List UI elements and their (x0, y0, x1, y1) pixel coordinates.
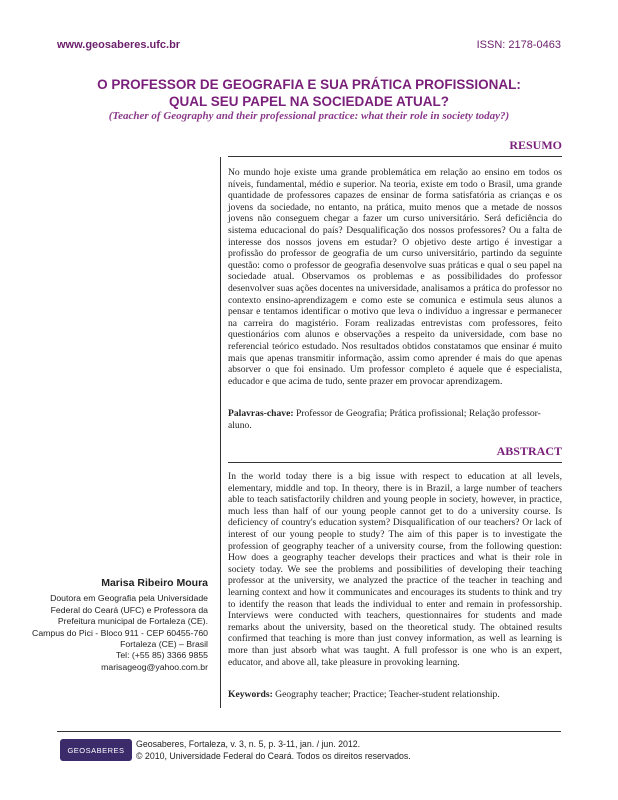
author-line: Federal do Ceará (UFC) e Professora da (50, 604, 208, 615)
english-title: (Teacher of Geography and their professional practice: what their role in society today?) (108, 110, 510, 122)
footer-divider (57, 731, 561, 732)
author-line: Fortaleza (CE) – Brasil (120, 639, 208, 650)
issn-label: ISSN: 2178-0463 (476, 39, 561, 51)
author-email[interactable]: marisageog@yahoo.com.br (101, 661, 208, 672)
keywords-label-pt: Palavras-chave: (228, 408, 294, 419)
journal-website[interactable]: www.geosaberes.ufc.br (57, 39, 181, 51)
footer-citation-block (136, 738, 411, 762)
author-name: Marisa Ribeiro Moura (101, 577, 208, 589)
logo-text: GEOSABERES (67, 745, 125, 755)
abstract-keywords (228, 689, 562, 701)
title-line-1: O PROFESSOR DE GEOGRAFIA E SUA PRÁTICA PROFISSIONAL: (97, 77, 521, 92)
keywords-pt: Professor de Geografia; Prática profissional; Relação professor-aluno. (228, 408, 541, 431)
author-line: Doutora em Geografia pela Universidade (50, 593, 208, 604)
author-line: Prefeitura municipal de Fortaleza (CE). (57, 616, 208, 627)
title-line-2: QUAL SEU PAPEL NA SOCIEDADE ATUAL? (168, 94, 450, 109)
paper-title (40, 76, 578, 110)
resumo-heading: RESUMO (228, 138, 562, 157)
abstract-text: In the world today there is a big issue with respect to education at all levels, elementary, middle and top. In theory, there is in Brazil, a large number of teachers able to teach satisfactorily children and young people in society, however, in practice, much less than half of our young people cannot get to do a university course. Is deficiency of country's education system? Disqualification of our teachers? Or lack of interest of our young people to study? The aim of this paper is to investigate the profession of geography teacher of a university course, from the following question: How does a geography teacher develops their practices and what is their role in society today. We see the problems and possibilities of developing their teaching professor at the university, we analyzed the practice of the teacher in teaching and learning context and how it communicates and encourages its students to think and try to identify the reason that leads the individual to enter and remain in professorship. Interviews were conducted with teachers, questionnaires for students and made remarks about the university, based on the theoretical study. The obtained results confirmed that teaching is more than just convey information, as well as learning is more than just absorb what was taught. A full professor is one who is an expert, educator, and above all, take pleasure in provoking learning. (228, 471, 562, 668)
keywords-label-en: Keywords: (228, 689, 273, 700)
keywords-en: Geography teacher; Practice; Teacher-student relationship. (275, 689, 500, 700)
footer-copyright: © 2010, Universidade Federal do Ceará. Todos os direitos reservados. (136, 751, 411, 761)
column-divider (220, 157, 221, 708)
author-line: Tel: (+55 85) 3366 9855 (115, 650, 208, 661)
author-line: Campus do Pici - Bloco 911 - CEP 60455-760 (32, 627, 208, 638)
resumo-text: No mundo hoje existe uma grande problemática em relação ao ensino em todos os níveis, fundamental, médio e superior. Na teoria, existe em todo o Brasil, uma grande quantidade de professores capazes de ensinar de forma satisfatória as crianças e os jovens da sociedade, no entanto, na prática, muito menos que a metade de nossos jovens não conseguem chegar a fazer um curso universitário. Será deficiência do sistema educacional do país? Desqualificação dos nossos professores? Ou a falta de interesse dos nossos jovens em estudar? O objetivo deste artigo é investigar a profissão do professor de geografia de um curso universitário, partindo da seguinte questão: como o professor de geografia desenvolve suas práticas e qual o seu papel na sociedade atual. Observamos os problemas e as possibilidades do professor desenvolver suas ações docentes na universidade, analisamos a prática do professor no contexto ensino-aprendizagem e como este se comunica e estimula seus alunos a pensar e tentamos identificar o motivo que leva o indivíduo a ingressar e permanecer na carreira do magistério. Foram realizadas entrevistas com professores, feito questionários com alunos e observações a respeito da universidade, com base no referencial teórico estudado. Nos resultados obtidos constatamos que ensinar é muito mais que apenas transmitir informação, assim como aprender é mais do que apenas absorver o que foi ensinado. Um professor completo é aquele que é especialista, educador e que acima de tudo, sente prazer em provocar aprendizagem. (228, 167, 562, 387)
geosaberes-logo (60, 739, 132, 761)
author-block (20, 578, 208, 673)
footer-citation: Geosaberes, Fortaleza, v. 3, n. 5, p. 3-11, jan. / jun. 2012. (136, 739, 361, 749)
resumo-keywords (228, 408, 562, 431)
abstract-heading: ABSTRACT (228, 444, 562, 463)
